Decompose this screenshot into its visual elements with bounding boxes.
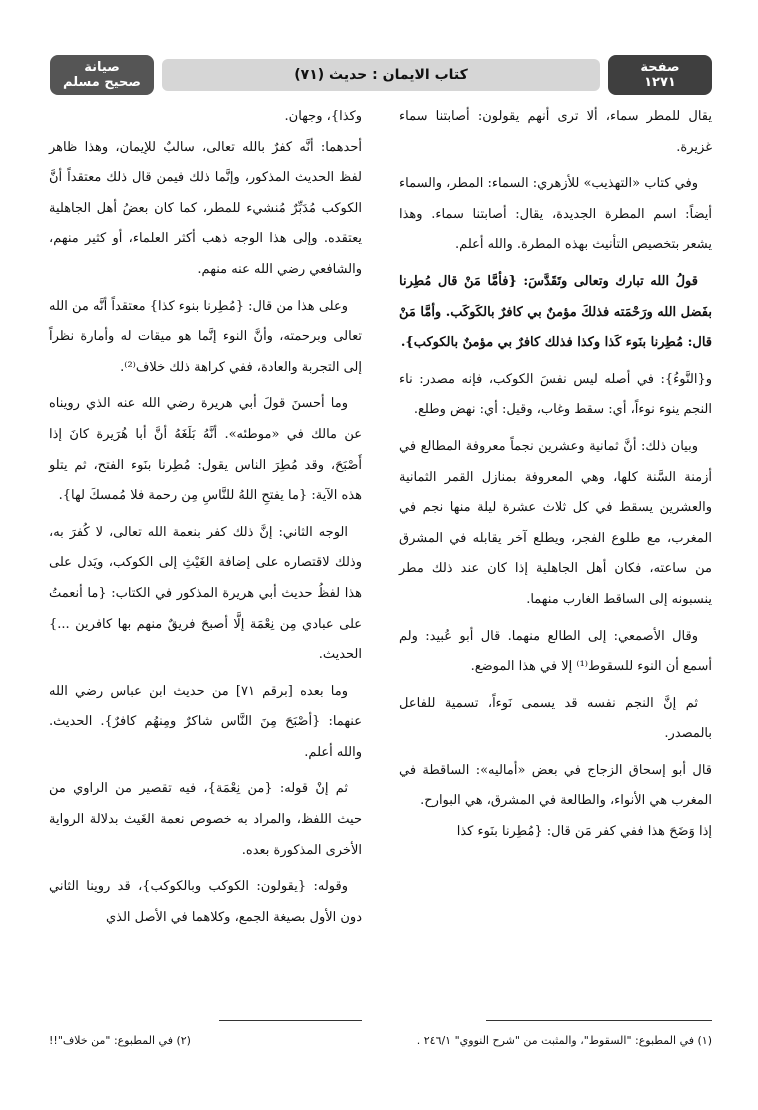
chapter-title: كتاب الايمان : حديث (٧١) [294,67,468,83]
page-header [50,55,712,95]
paragraph: وما بعده [برقم ٧١] من حديث ابن عباس رضي الله عنهما: {أصْبَحَ مِنَ النَّاس شاكرٌ ومِنهُم كافرٌ}. الحديث. والله أعلم. [49,683,362,760]
page-label: صفحة [640,60,680,75]
chapter-title-band [162,59,600,91]
footnote-2: (٢) في المطبوع: "من خلاف"!! [49,1034,191,1047]
page-number-box [608,55,712,95]
footnote-rule-left [219,1020,362,1021]
footnote-rule-right [486,1020,712,1021]
footnote-1: (١) في المطبوع: "السقوط"، والمثبت من "شرح النووي" ٢٤٦/١ . [416,1034,712,1047]
paragraph: إذا وَضَحَ هذا ففي كفر مَن قال: {مُطِرنا بنَوء كذا [456,824,712,840]
paragraph: قولُ الله تبارك وتعالى وتَقَدَّسَ: {فأمَّا مَنْ قال مُطِرنا بفَضل الله ورَحْمَته فذلكَ مؤمنٌ بي كافرٌ بالكَوكَب. وأمَّا مَنْ قال: مُطِرنا بنَوء كَذا وكذا فذلك كافرٌ بي مؤمنٌ بالكوكب}. [399,273,712,351]
left-text-column [49,102,362,933]
paragraph: وفي كتاب «التهذيب» للأزهري: السماء: المطر، والسماء أيضاً: اسم المطرة الجديدة، يقال: أصابتنا سماء. وهذا يشعر بتخصيص التأنيث بهذه المطرة. والله أعلم. [399,176,712,253]
footnotes [49,1034,712,1054]
book-title-box [50,55,154,95]
right-text-column [399,102,712,848]
paragraph: الوجه الثاني: إنَّ ذلك كفر بنعمة الله تعالى، لا كُفرَ به، وذلك لاقتصاره على إضافة الغَيْثِ إلى الكوكب، ويَدل على هذا لفظُ حديث أبي هريرة المذكور في الكتاب: {ما أنعمتُ على عبادي مِن نِعْمَة إلَّا أصبحَ فريقٌ منهم بها كافرين ...} الحديث. [49,524,362,663]
book-title-line1: صيانة [84,60,120,75]
book-title-line2: صحيح مسلم [63,75,141,90]
paragraph: وكذا}، وجهان. [284,109,362,124]
paragraph: وما أحسنَ قولَ أبي هريرة رضي الله عنه الذي رويناه عن مالك في «موطئه». أنَّهُ بَلَغَهُ أنَّ أبا هُرَيرة كانَ إذا أَصْبَحَ، وقد مُطِرَ الناس يقول: مُطِرنا بنَوء الفتح، ثم يتلو هذه الآية: {ما يفتحِ اللهُ للنَّاسِ مِن رحمة فلا مُمسكَ لها}. [49,396,362,504]
paragraph: و{النَّوءُ}: في أصله ليس نفسَ الكوكب، فإنه مصدر: ناء النجم ينوء نوءاً، أي: سقط وغاب، وقيل: أي: نهض وطلع. [399,371,712,418]
paragraph: ثم إنَّ النجم نفسه قد يسمى نَوءاً، تسمية للفاعل بالمصدر. [399,695,712,742]
paragraph: ثم إنْ قوله: {من نِعْمَة}، فيه تقصير من الراوي من حيث اللفظ، والمراد به خصوص نعمة الغَيث بدلالة الرواية الأخرى المذكورة بعده. [49,781,362,858]
paragraph: وبيان ذلك: أنَّ ثمانية وعشرين نجماً معروفة المطالع في أزمنة السَّنة كلها، وهي المعروفة بمنازل القمر الثمانية والعشرين يسقط في كل ثلاث عشرة ليلة منها نجم في المغرب، مع طلوع الفجر، ويطلع آخر يقابله في المشرق من ساعته، فكان أهل الجاهلية إذا كان عند ذلك مطر ينسبونه إلى الساقط الغارب منهما. [399,438,712,607]
paragraph: وقال الأصمعي: إلى الطالع منهما. قال أبو عُبيد: ولم أسمع أن النوء للسقوط⁽¹⁾ إلا في هذا الموضع. [399,628,712,675]
paragraph: وعلى هذا من قال: {مُطِرنا بنوء كذا} معتقداً أنَّه من الله تعالى وبرحمته، وأنَّ النوء إنَّما هو ميقات له وأمارة نظراً إلى التجربة والعادة، ففي كراهة ذلك خلاف⁽²⁾. [49,298,362,375]
page-number: ١٢٧١ [644,75,676,90]
paragraph: يقال للمطر سماء، ألا ترى أنهم يقولون: أصابتنا سماء غزيرة. [399,109,712,155]
paragraph: وقوله: {يقولون: الكوكب وبالكوكب}، قد روينا الثاني دون الأول بصيغة الجمع، وكلاهما في الأصل الذي [49,879,362,925]
paragraph: قال أبو إسحاق الزجاج في بعض «أماليه»: الساقطة في المغرب هي الأنواء، والطالعة في المشرق، هي البوارح. [399,762,712,809]
paragraph: أحدهما: أنَّه كفرٌ بالله تعالى، سالبٌ للإيمان، وهذا ظاهر لفظ الحديث المذكور، وإنَّما ذلك فيمن قال ذلك معتقداً أنَّ الكوكب مُدَبِّرٌ مُنشيء للمطر، كما كان بعضُ أهل الجاهلية يعتقده. وإلى هذا الوجه ذهب أكثر العلماء، أو كثير منهم، والشافعي رضي الله عنه منهم. [49,139,362,277]
